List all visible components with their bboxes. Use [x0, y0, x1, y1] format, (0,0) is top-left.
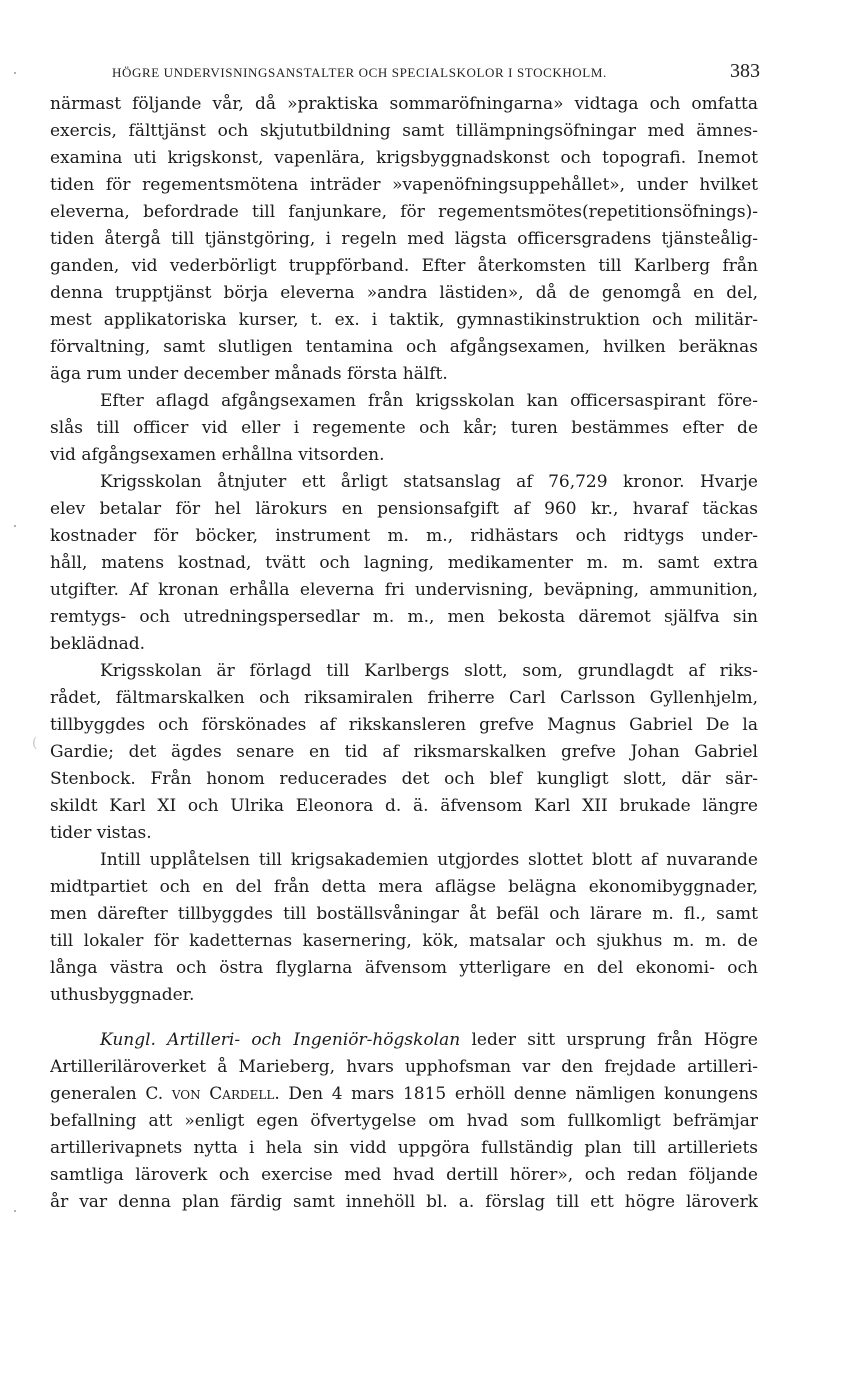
text-line: utgifter. Af kronan erhålla eleverna fri undervisning, beväpning, ammunition, — [50, 580, 758, 600]
paragraph — [50, 847, 758, 1009]
text-line: Krigsskolan är förlagd till Karlbergs slott, som, grundlagdt af riks- — [100, 661, 758, 681]
text-line: uthusbyggnader. — [50, 985, 195, 1005]
section-gap — [50, 1009, 758, 1027]
page-number: 383 — [730, 60, 760, 82]
text-line: förvaltning, samt slutligen tentamina och afgångsexamen, hvilken beräknas — [50, 337, 758, 357]
text-line: närmast följande vår, då »praktiska sommaröfningarna» vidtaga och omfatta — [50, 94, 758, 114]
text-line: midtpartiet och en del från detta mera aflägse belägna ekonomibyggnader, — [50, 877, 758, 897]
text-line: samtliga läroverk och exercise med hvad dertill hörer», och redan följande — [50, 1165, 758, 1185]
text-line: beklädnad. — [50, 634, 146, 654]
text-fragment: leder sitt ursprung från Högre — [460, 1030, 758, 1050]
margin-bracket-mark: ( — [32, 735, 38, 751]
running-head — [112, 60, 760, 83]
text-line: rådet, fältmarskalken och riksamiralen friherre Carl Carlsson Gyllenhjelm, — [50, 688, 758, 708]
body-text — [50, 91, 758, 1216]
paragraph — [50, 1027, 758, 1216]
text-line: Artilleriläroverket å Marieberg, hvars upphofsman var den frejdade artilleri- — [50, 1057, 758, 1077]
text-line: eleverna, befordrade till fanjunkare, för regementsmötes(repetitionsöfnings)- — [50, 202, 758, 222]
paragraph — [50, 388, 758, 469]
text-line: vid afgångsexamen erhållna vitsorden. — [50, 445, 385, 465]
text-line: slås till officer vid eller i regemente och kår; turen bestämmes efter de — [50, 418, 758, 438]
scan-speck — [14, 1210, 16, 1212]
text-line: examina uti krigskonst, vapenlära, krigsbyggnadskonst och topografi. Inemot — [50, 148, 758, 168]
text-line: tiden återgå till tjänstgöring, i regeln med lägsta officersgradens tjänsteålig- — [50, 229, 758, 249]
text-line: exercis, fälttjänst och skjututbildning samt tillämpningsöfningar med ämnes- — [50, 121, 758, 141]
text-line: elev betalar för hel lärokurs en pensionsafgift af 960 kr., hvaraf täckas — [50, 499, 758, 519]
scan-speck — [14, 525, 16, 527]
text-line: tillbyggdes och förskönades af rikskansleren grefve Magnus Gabriel De la — [50, 715, 758, 735]
text-line: till lokaler för kadetternas kasernering, kök, matsalar och sjukhus m. m. de — [50, 931, 758, 951]
text-fragment: . Den 4 mars 1815 erhöll denne nämligen konungens — [274, 1084, 758, 1104]
text-line: tiden för regementsmötena inträder »vapenöfningsuppehållet», under hvilket — [50, 175, 758, 195]
text-line: denna trupptjänst börja eleverna »andra lästiden», då de genomgå en del, — [50, 283, 758, 303]
text-line: mest applikatoriska kurser, t. ex. i taktik, gymnastikinstruktion och militär- — [50, 310, 758, 330]
text-line: ganden, vid vederbörligt truppförband. Efter återkomsten till Karlberg från — [50, 256, 758, 276]
text-line: Krigsskolan åtnjuter ett årligt statsanslag af 76,729 kronor. Hvarje — [100, 472, 758, 492]
scan-speck — [14, 72, 16, 74]
text-line: men därefter tillbyggdes till boställsvåningar åt befäl och lärare m. fl., samt — [50, 904, 758, 924]
text-line: Gardie; det ägdes senare en tid af riksmarskalken grefve Johan Gabriel — [50, 742, 758, 762]
text-line: Efter aflagd afgångsexamen från krigsskolan kan officersaspirant före- — [100, 391, 758, 411]
text-line: Intill upplåtelsen till krigsakademien utgjordes slottet blott af nuvarande — [100, 850, 758, 870]
text-line — [50, 1081, 758, 1108]
text-line: skildt Karl XI och Ulrika Eleonora d. ä. äfvensom Karl XII brukade längre — [50, 796, 758, 816]
text-line: befallning att »enligt egen öfvertygelse om hvad som fullkomligt befrämjar — [50, 1111, 758, 1131]
paragraph — [50, 658, 758, 847]
paragraph — [50, 469, 758, 658]
running-head-title: HÖGRE UNDERVISNINGSANSTALTER OCH SPECIALSKOLOR I STOCKHOLM. — [112, 65, 607, 80]
text-line: år var denna plan färdig samt innehöll bl. a. förslag till ett högre läroverk — [50, 1192, 758, 1212]
text-line: tider vistas. — [50, 823, 152, 843]
paragraph — [50, 91, 758, 388]
text-line: håll, matens kostnad, tvätt och lagning, medikamenter m. m. samt extra — [50, 553, 758, 573]
text-fragment: generalen C. — [50, 1084, 172, 1104]
text-line: kostnader för böcker, instrument m. m., ridhästars och ridtygs under- — [50, 526, 758, 546]
text-line — [50, 1027, 758, 1054]
person-name: von Cardell — [171, 1084, 275, 1104]
text-line: artillerivapnets nytta i hela sin vidd uppgöra fullständig plan till artilleriets — [50, 1138, 758, 1158]
text-line: äga rum under december månads första hälft. — [50, 364, 448, 384]
text-line: långa västra och östra flyglarna äfvensom ytterligare en del ekonomi- och — [50, 958, 758, 978]
text-line: Stenbock. Från honom reducerades det och blef kungligt slott, där sär- — [50, 769, 758, 789]
text-line: remtygs- och utredningspersedlar m. m., men bekosta däremot själfva sin — [50, 607, 758, 627]
italic-heading: Kungl. Artilleri- och Ingeniör-högskolan — [100, 1030, 461, 1050]
